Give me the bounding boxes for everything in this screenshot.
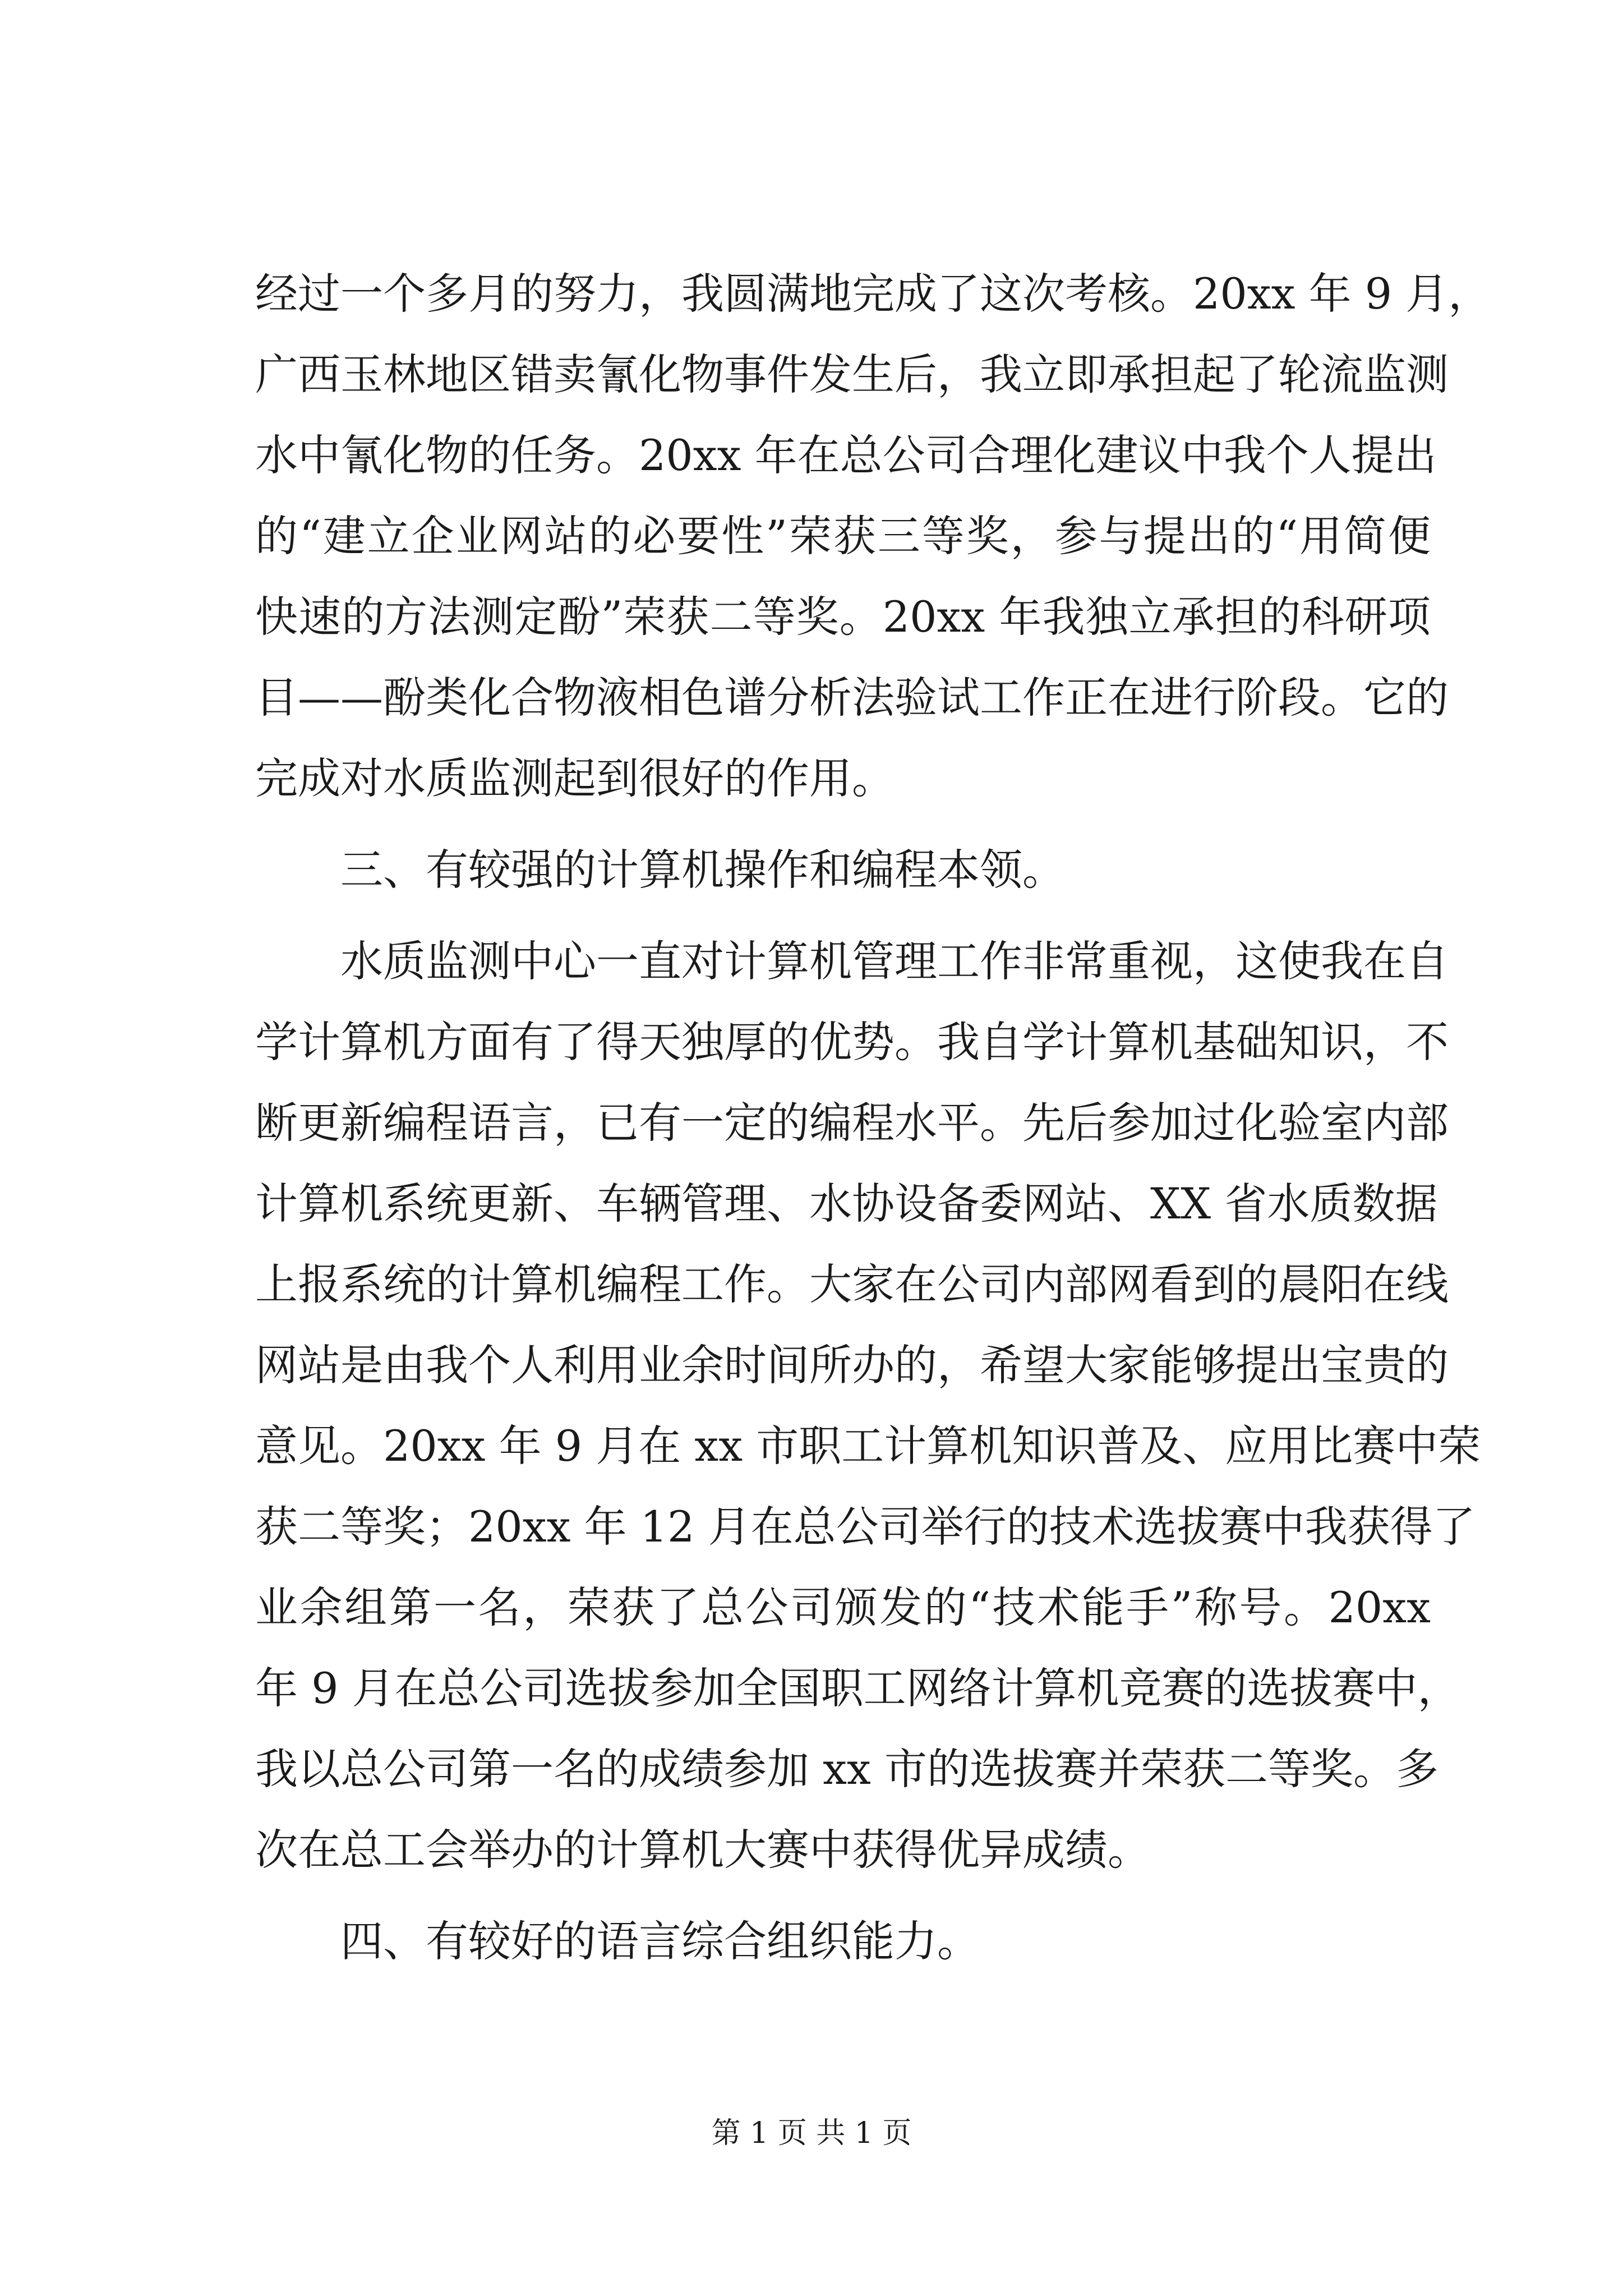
text-line: 获二等奖；20xx 年 12 月在总公司举行的技术选拔赛中我获得了 [255,1502,1476,1552]
text-line: 上报系统的计算机编程工作。大家在公司内部网看到的晨阳在线 [255,1259,1449,1309]
document-body [255,254,1491,1982]
text-line: 快速的方法测定酚”荣获二等奖。20xx 年我独立承担的科研项 [255,592,1431,642]
paragraph [255,254,1491,819]
text-line: 断更新编程语言，已有一定的编程水平。先后参加过化验室内部 [255,1098,1449,1148]
text-line: 次在总工会举办的计算机大赛中获得优异成绩。 [255,1825,1150,1875]
text-line: 意见。20xx 年 9 月在 xx 市职工计算机知识普及、应用比赛中荣 [255,1421,1481,1471]
text-line: 年 9 月在总公司选拔参加全国职工网络计算机竞赛的选拔赛中， [255,1663,1460,1713]
text-line: 广西玉林地区错卖氰化物事件发生后，我立即承担起了轮流监测 [255,349,1449,399]
text-line: 完成对水质监测起到很好的作用。 [255,753,895,803]
section-heading: 四、有较好的语言综合组织能力。 [340,1916,980,1966]
text-line: 水质监测中心一直对计算机管理工作非常重视，这使我在自 [340,936,1449,986]
text-line: 计算机系统更新、车辆管理、水协设备委网站、XX 省水质数据 [255,1179,1438,1228]
text-line: 业余组第一名，荣获了总公司颁发的“技术能手”称号。20xx [255,1582,1431,1632]
text-line: 学计算机方面有了得天独厚的优势。我自学计算机基础知识，不 [255,1017,1449,1067]
text-line: 的“建立企业网站的必要性”荣获三等奖，参与提出的“用简便 [255,511,1431,561]
section-heading: 三、有较强的计算机操作和编程本领。 [340,845,1065,895]
text-line: 网站是由我个人利用业余时间所办的，希望大家能够提出宝贵的 [255,1340,1449,1390]
text-line: 水中氰化物的任务。20xx 年在总公司合理化建议中我个人提出 [255,430,1437,480]
text-line: 经过一个多月的努力，我圆满地完成了这次考核。20xx 年 9 月， [255,269,1491,319]
text-line: 我以总公司第一名的成绩参加 xx 市的选拔赛并荣获二等奖。多 [255,1744,1439,1794]
text-line: 目——酚类化合物液相色谱分析法验试工作正在进行阶段。它的 [255,673,1449,723]
paragraph [255,921,1481,1890]
page-number-footer: 第 1 页 共 1 页 [711,2116,912,2150]
